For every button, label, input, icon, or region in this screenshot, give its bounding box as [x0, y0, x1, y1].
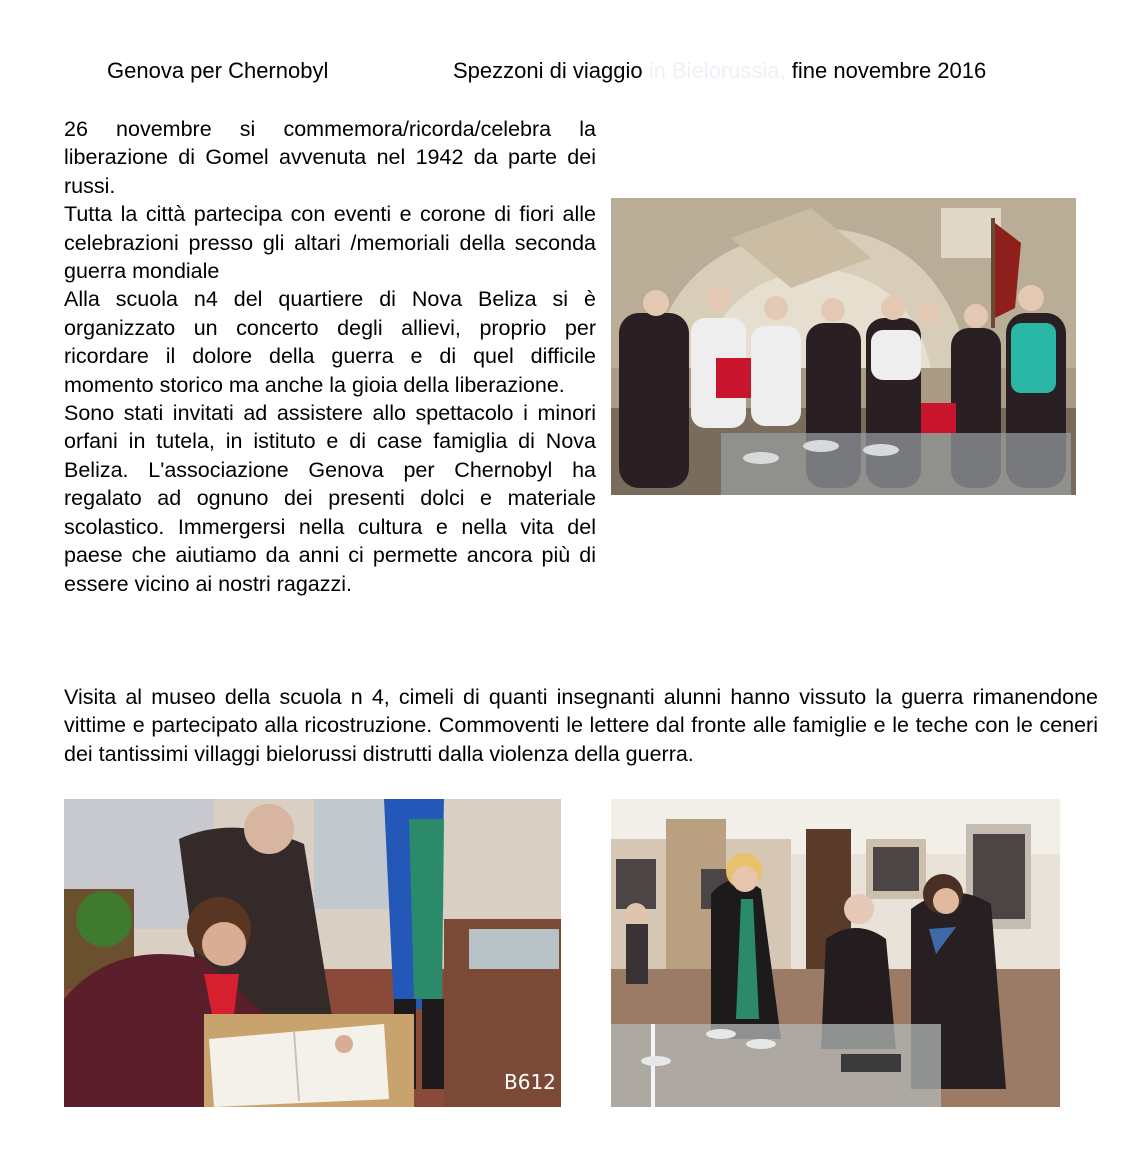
intro-paragraph: Alla scuola n4 del quartiere di Nova Beliza si è organizzato un concerto degli allievi, proprio per ricordare il dolore della guerra e di quel difficile momento storico ma anche la gioia della liberazione.	[64, 287, 596, 397]
intro-paragraph: 26 novembre si commemora/ricorda/celebra la liberazione di Gomel avvenuta nel 1942 da parte dei russi.	[64, 117, 596, 198]
museum-room-photo	[611, 799, 1060, 1107]
header-trip-prefix: Spezzoni di viaggio	[453, 58, 643, 83]
photo-watermark: B612	[504, 1070, 556, 1094]
intro-text	[64, 115, 596, 598]
header-organization: Genova per Chernobyl	[107, 58, 329, 83]
header-trip-title	[453, 58, 986, 84]
header-trip-date: fine novembre 2016	[785, 58, 987, 83]
museum-visit-text: Visita al museo della scuola n 4, cimeli di quanti insegnanti alunni hanno vissuto la guerra rimanendone vittime e partecipato alla ricostruzione. Commoventi le lettere dal fronte alle famiglie e le teche con le ceneri dei tantissimi villaggi bielorussi distrutti dalla violenza della guerra.	[64, 685, 1098, 766]
intro-paragraph: Sono stati invitati ad assistere allo spettacolo i minori orfani in tutela, in istituto e di case famiglia di Nova Beliza. L'associazione Genova per Chernobyl ha regalato ad ognuno dei presenti dolci e materiale scolastico. Immergersi nella cultura e nella vita del paese che aiutiamo da anni ci permette ancora più di essere vicino ai nostri ragazzi.	[64, 401, 596, 596]
concert-group-photo	[611, 198, 1076, 495]
intro-paragraph: Tutta la città partecipa con eventi e corone di fiori alle celebrazioni presso gli altari /memoriali della seconda guerra mondiale	[64, 202, 596, 284]
guestbook-signing-photo	[64, 799, 561, 1107]
header-trip-faded: in Bielorussia,	[642, 58, 786, 83]
